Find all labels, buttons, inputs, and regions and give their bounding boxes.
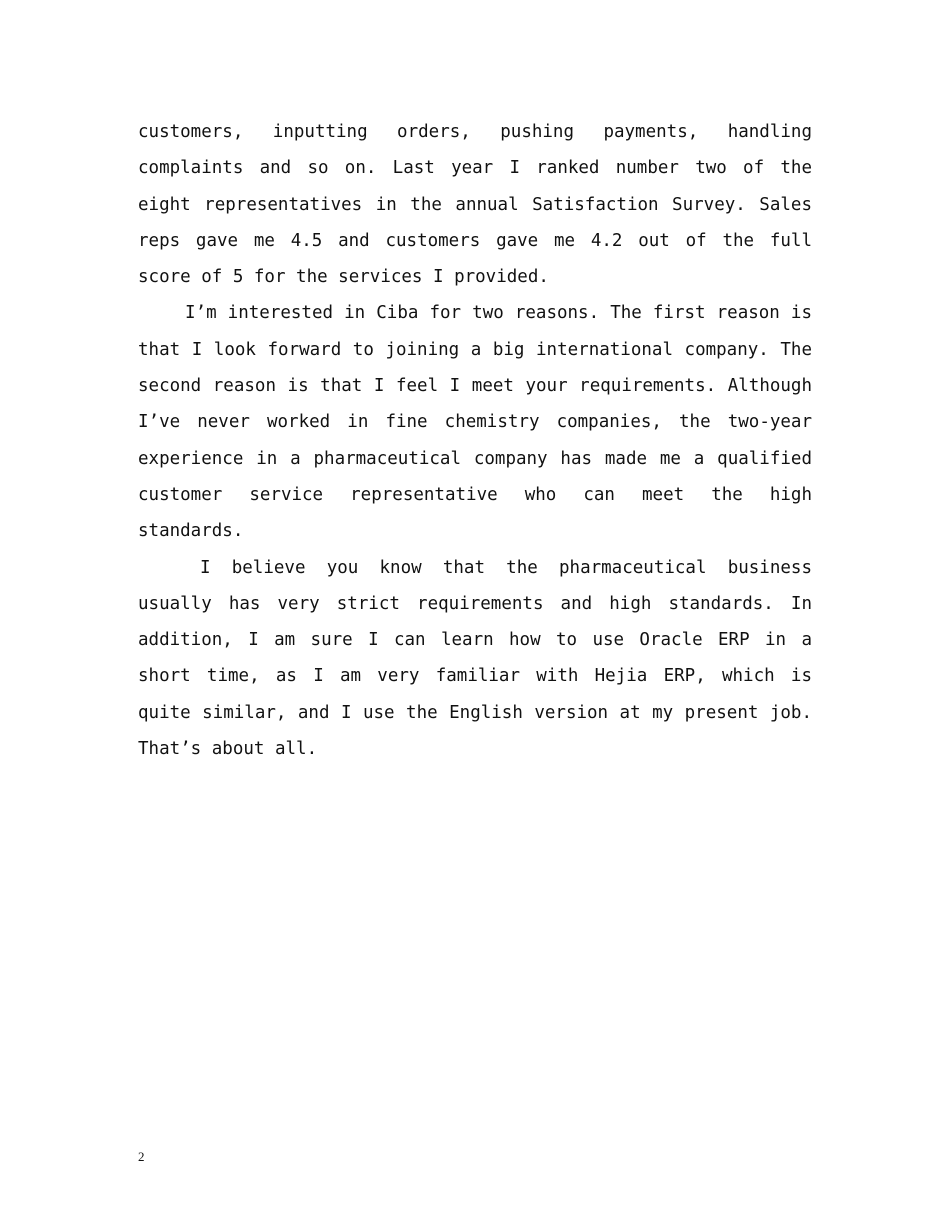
page-number: 2 [138, 1149, 145, 1164]
paragraph-reasons: I’m interested in Ciba for two reasons. The first reason is that I look forward to joining a big international company. The second reason is that I feel I meet your requirements. Although I’ve never worked in fine chemistry companies, the two-year experience in a pharmaceutical company has made me a qualified customer service representative who can meet the high standards. [138, 303, 812, 542]
body-text [138, 114, 812, 767]
paragraph-continuation: customers, inputting orders, pushing payments, handling complaints and so on. Last year I ranked number two of the eight representatives in the annual Satisfaction Survey. Sales reps gave me 4.5 and customers gave me 4.2 out of the full score of 5 for the services I provided. [138, 122, 812, 288]
paragraph-closing: I believe you know that the pharmaceutical business usually has very strict requirements and high standards. In addition, I am sure I can learn how to use Oracle ERP in a short time, as I am very familiar with Hejia ERP, which is quite similar, and I use the English version at my present job. That’s about all. [138, 557, 812, 760]
